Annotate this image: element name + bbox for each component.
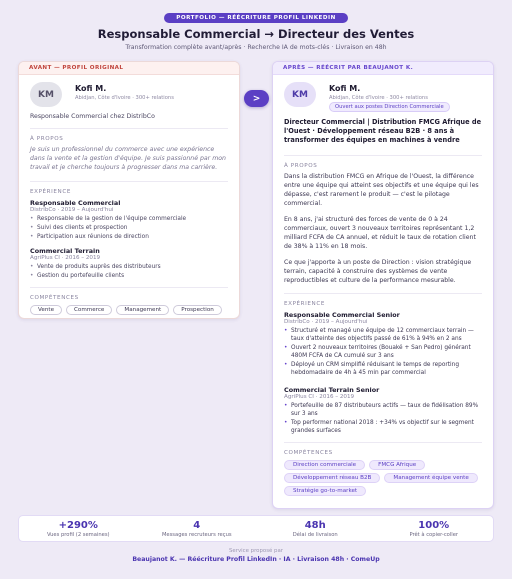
stat-label: Vues profil (2 semaines) <box>46 532 110 538</box>
about-paragraph: Dans la distribution FMCG en Afrique de l'Ouest, la différence entre une équipe qui atteint ses objectifs et une équipe qui les dépasse, c'est rarement le produit — c'est le pilotage commercial. <box>284 172 479 207</box>
job-bullet: • Structuré et managé une équipe de 12 commerciaux terrain — taux d'atteinte des objectifs passé de 61% à 94% en 2 ans <box>284 327 482 343</box>
skill-chip: Direction commerciale <box>284 460 365 470</box>
stat-label: Prêt à copier-coller <box>409 532 459 538</box>
profile-headline: Responsable Commercial chez DistribCo <box>30 113 155 120</box>
stat-value: 100% <box>418 520 450 531</box>
stat-delivery-time <box>256 516 375 541</box>
page-title: Responsable Commercial → Directeur des Ventes <box>97 27 415 41</box>
skill-chip: FMCG Afrique <box>369 460 425 470</box>
job-bullet: • Responsable de la gestion de l'équipe commerciale <box>30 215 228 223</box>
stat-value: +290% <box>58 520 98 531</box>
skills-list <box>284 460 482 496</box>
stat-profile-views <box>19 516 138 541</box>
profile-name: Kofi M. <box>75 84 107 93</box>
divider <box>284 442 482 443</box>
stat-label: Messages recruteurs reçus <box>161 532 232 538</box>
job-role: Responsable Commercial <box>30 198 121 207</box>
before-profile-card <box>18 61 240 319</box>
avatar: KM <box>30 82 62 107</box>
open-to-work-badge: Ouvert aux postes Direction Commerciale <box>329 102 450 112</box>
profile-location: Abidjan, Côte d'Ivoire · 300+ relations <box>75 95 174 101</box>
footer-service-line: Beaujanot K. — Réécriture Profil LinkedIn · IA · Livraison 48h · ComeUp <box>132 556 380 563</box>
after-profile-card <box>272 61 494 509</box>
job-bullet: • Vente de produits auprès des distributeurs <box>30 263 228 271</box>
skill-chip: Vente <box>30 305 62 315</box>
experience-item <box>284 311 482 378</box>
experience-item <box>30 247 228 280</box>
job-bullet: • Suivi des clients et prospection <box>30 224 228 232</box>
profile-headline: Directeur Commercial | Distribution FMCG Afrique de l'Ouest · Développement réseau B2B · 8 ans à transformer des équipes en machines à vendre <box>284 118 482 144</box>
page-header <box>0 0 512 51</box>
job-role: Commercial Terrain <box>30 247 100 256</box>
job-meta: AgriPlus CI · 2016 – 2019 <box>30 255 101 262</box>
job-bullet: • Déployé un CRM simplifié réduisant le temps de reporting hebdomadaire de 4h à 45 min par commercial <box>284 361 482 377</box>
job-bullet: • Portefeuille de 87 distributeurs actifs — taux de fidélisation 89% sur 3 ans <box>284 402 482 418</box>
skills-list <box>30 305 228 315</box>
stat-label: Délai de livraison <box>292 532 338 538</box>
job-bullet: • Top performer national 2018 : +34% vs objectif sur le segment grandes surfaces <box>284 419 482 435</box>
about-text: Je suis un professionnel du commerce avec une expérience dans la vente et la gestion d'équipe. Je suis passionné par mon travail et je cherche toujours à progresser dans ma carrière. <box>30 146 226 171</box>
skill-chip: Stratégie go-to-market <box>284 486 366 496</box>
portfolio-badge: PORTFOLIO — RÉÉCRITURE PROFIL LINKEDIN <box>164 13 348 23</box>
skill-chip: Management équipe vente <box>384 473 477 483</box>
stat-recruiter-messages <box>138 516 257 541</box>
experience-item <box>30 199 228 241</box>
skill-chip: Management <box>116 305 169 315</box>
about-section-title: À PROPOS <box>30 136 64 142</box>
skills-section-title: COMPÉTENCES <box>284 449 333 456</box>
job-meta: DistribCo · 2019 – Aujourd'hui <box>284 318 368 325</box>
after-profile-header <box>284 82 482 112</box>
experience-section-title: EXPÉRIENCE <box>30 188 71 195</box>
footer-caption: Service proposé par <box>229 548 283 554</box>
job-meta: DistribCo · 2019 – Aujourd'hui <box>30 206 114 213</box>
divider <box>284 293 482 294</box>
stat-ready <box>375 516 494 541</box>
divider <box>30 128 228 129</box>
job-bullet: • Participation aux réunions de direction <box>30 233 228 241</box>
page-footer <box>0 548 512 563</box>
page-subtitle: Transformation complète avant/après · Recherche IA de mots-clés · Livraison en 48h <box>125 44 387 51</box>
divider <box>30 287 228 288</box>
skill-chip: Développement réseau B2B <box>284 473 380 483</box>
transform-arrow-icon: > <box>244 90 269 107</box>
before-profile-header <box>30 82 228 112</box>
experience-section-title: EXPÉRIENCE <box>284 300 325 307</box>
about-section-title: À PROPOS <box>284 162 318 169</box>
profile-location: Abidjan, Côte d'Ivoire · 300+ relations <box>329 95 428 101</box>
skill-chip: Commerce <box>66 305 112 315</box>
job-bullet: • Ouvert 2 nouveaux territoires (Bouaké + San Pedro) générant 480M FCFA de CA cumulé sur 3 ans <box>284 344 482 360</box>
profile-name: Kofi M. <box>329 84 361 93</box>
divider <box>30 181 228 182</box>
skill-chip: Prospection <box>173 305 222 315</box>
avatar: KM <box>284 82 316 107</box>
before-band: AVANT — PROFIL ORIGINAL <box>19 62 239 75</box>
job-meta: AgriPlus CI · 2016 – 2019 <box>284 394 355 401</box>
job-role: Commercial Terrain Senior <box>284 386 380 395</box>
results-stats-bar <box>18 515 494 542</box>
job-bullet: • Gestion du portefeuille clients <box>30 272 228 280</box>
after-band: APRÈS — RÉÉCRIT PAR BEAUJANOT K. <box>273 62 493 75</box>
about-paragraph: En 8 ans, j'ai structuré des forces de vente de 0 à 24 commerciaux, ouvert 3 nouveaux territoires représentant 1,2 milliard FCFA de CA annuel, et réduit le taux de rotation client de 38% à 11% en 18 mois. <box>284 215 476 250</box>
job-role: Responsable Commercial Senior <box>284 310 400 319</box>
stat-value: 4 <box>193 520 201 531</box>
skills-section-title: COMPÉTENCES <box>30 294 79 301</box>
experience-item <box>284 386 482 435</box>
divider <box>284 155 482 156</box>
stat-value: 48h <box>304 520 326 531</box>
about-paragraph: Ce que j'apporte à un poste de Direction : vision stratégique terrain, capacité à construire des systèmes de vente reproductibles et culture de la performance mesurable. <box>284 258 472 284</box>
